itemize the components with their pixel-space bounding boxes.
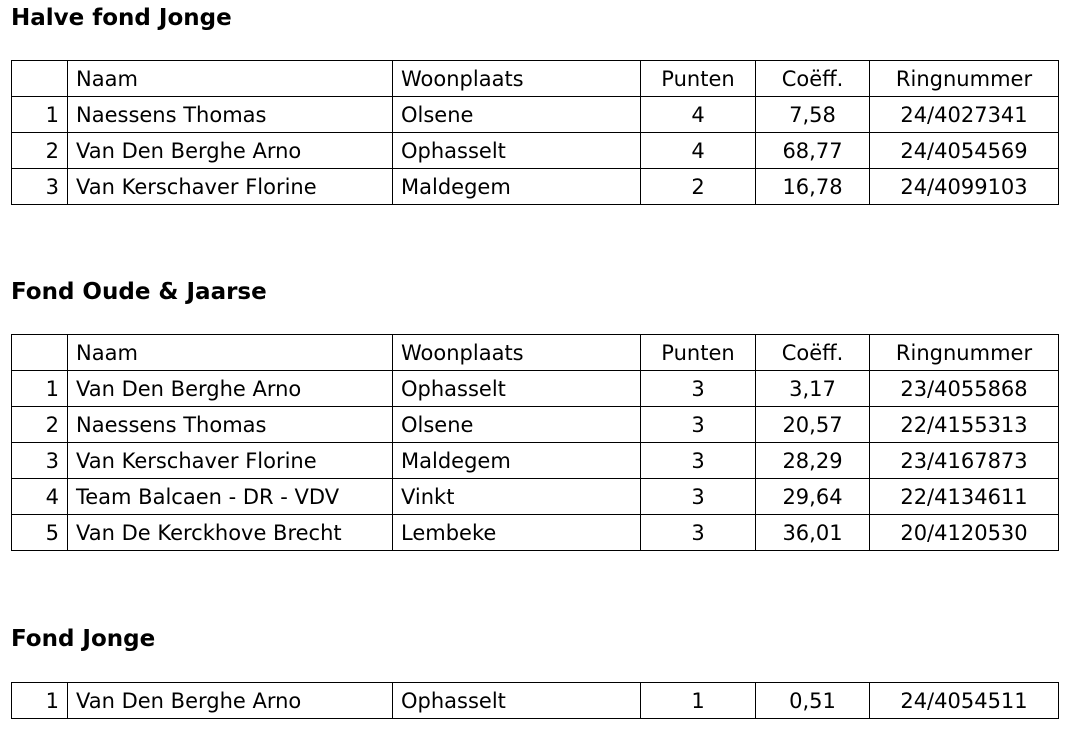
name-cell: Team Balcaen - DR - VDV xyxy=(68,479,393,515)
name-cell: Van Den Berghe Arno xyxy=(68,683,393,719)
section-title-fond-jonge: Fond Jonge xyxy=(11,626,156,652)
ring-cell: 23/4167873 xyxy=(870,443,1059,479)
points-cell: 4 xyxy=(641,133,756,169)
table-row xyxy=(12,479,1059,515)
points-cell: 2 xyxy=(641,169,756,205)
table-row xyxy=(12,515,1059,551)
coef-cell: 68,77 xyxy=(756,133,870,169)
coef-cell: 16,78 xyxy=(756,169,870,205)
ring-cell: 22/4134611 xyxy=(870,479,1059,515)
table-header-row xyxy=(12,335,1059,371)
header-name: Naam xyxy=(68,335,393,371)
header-points: Punten xyxy=(641,61,756,97)
table-row xyxy=(12,443,1059,479)
points-cell: 3 xyxy=(641,443,756,479)
ring-cell: 24/4054511 xyxy=(870,683,1059,719)
table-row xyxy=(12,371,1059,407)
town-cell: Ophasselt xyxy=(393,683,641,719)
coef-cell: 29,64 xyxy=(756,479,870,515)
rank-cell: 3 xyxy=(12,169,68,205)
ring-cell: 20/4120530 xyxy=(870,515,1059,551)
coef-cell: 36,01 xyxy=(756,515,870,551)
name-cell: Van Den Berghe Arno xyxy=(68,371,393,407)
points-cell: 3 xyxy=(641,515,756,551)
town-cell: Olsene xyxy=(393,97,641,133)
header-name: Naam xyxy=(68,61,393,97)
rank-cell: 2 xyxy=(12,407,68,443)
rank-cell: 3 xyxy=(12,443,68,479)
results-table-fond-jonge xyxy=(11,682,1059,719)
section-title-fond-oude-jaarse: Fond Oude & Jaarse xyxy=(11,279,267,305)
name-cell: Naessens Thomas xyxy=(68,407,393,443)
points-cell: 3 xyxy=(641,371,756,407)
coef-cell: 0,51 xyxy=(756,683,870,719)
points-cell: 3 xyxy=(641,407,756,443)
table-row xyxy=(12,169,1059,205)
name-cell: Van Den Berghe Arno xyxy=(68,133,393,169)
rank-cell: 1 xyxy=(12,97,68,133)
rank-cell: 4 xyxy=(12,479,68,515)
name-cell: Van Kerschaver Florine xyxy=(68,443,393,479)
header-coef: Coëff. xyxy=(756,61,870,97)
name-cell: Van Kerschaver Florine xyxy=(68,169,393,205)
points-cell: 4 xyxy=(641,97,756,133)
section-title-halve-fond-jonge: Halve fond Jonge xyxy=(11,5,232,31)
points-cell: 1 xyxy=(641,683,756,719)
header-ring: Ringnummer xyxy=(870,61,1059,97)
header-points: Punten xyxy=(641,335,756,371)
table-header-row xyxy=(12,61,1059,97)
header-coef: Coëff. xyxy=(756,335,870,371)
town-cell: Olsene xyxy=(393,407,641,443)
header-rank xyxy=(12,335,68,371)
results-table-fond-oude-jaarse xyxy=(11,334,1059,551)
rank-cell: 1 xyxy=(12,683,68,719)
rank-cell: 1 xyxy=(12,371,68,407)
ring-cell: 24/4054569 xyxy=(870,133,1059,169)
header-rank xyxy=(12,61,68,97)
town-cell: Ophasselt xyxy=(393,133,641,169)
town-cell: Lembeke xyxy=(393,515,641,551)
town-cell: Vinkt xyxy=(393,479,641,515)
rank-cell: 2 xyxy=(12,133,68,169)
coef-cell: 7,58 xyxy=(756,97,870,133)
town-cell: Maldegem xyxy=(393,169,641,205)
points-cell: 3 xyxy=(641,479,756,515)
header-town: Woonplaats xyxy=(393,61,641,97)
table-row xyxy=(12,683,1059,719)
name-cell: Van De Kerckhove Brecht xyxy=(68,515,393,551)
ring-cell: 22/4155313 xyxy=(870,407,1059,443)
table-row xyxy=(12,407,1059,443)
town-cell: Maldegem xyxy=(393,443,641,479)
ring-cell: 24/4099103 xyxy=(870,169,1059,205)
header-town: Woonplaats xyxy=(393,335,641,371)
rank-cell: 5 xyxy=(12,515,68,551)
ring-cell: 23/4055868 xyxy=(870,371,1059,407)
table-row xyxy=(12,97,1059,133)
town-cell: Ophasselt xyxy=(393,371,641,407)
coef-cell: 3,17 xyxy=(756,371,870,407)
results-table-halve-fond-jonge xyxy=(11,60,1059,205)
coef-cell: 28,29 xyxy=(756,443,870,479)
ring-cell: 24/4027341 xyxy=(870,97,1059,133)
name-cell: Naessens Thomas xyxy=(68,97,393,133)
table-row xyxy=(12,133,1059,169)
header-ring: Ringnummer xyxy=(870,335,1059,371)
coef-cell: 20,57 xyxy=(756,407,870,443)
